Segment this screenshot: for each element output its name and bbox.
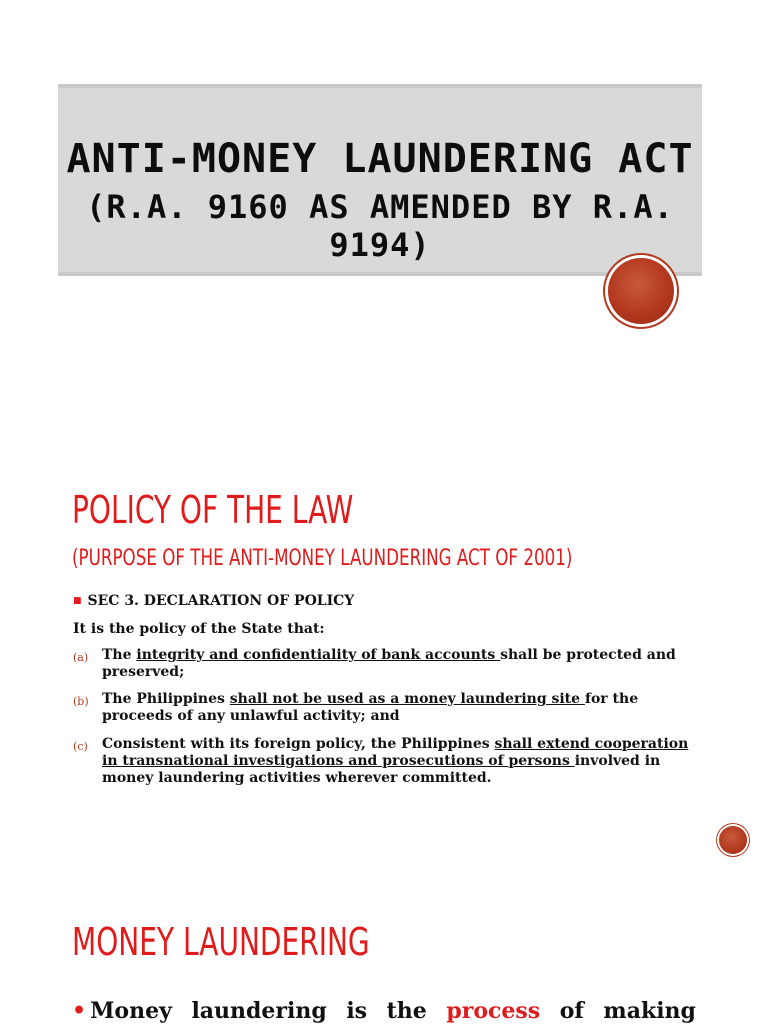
item-text: shall be protected and preserved;: [102, 647, 676, 680]
word: of: [559, 998, 584, 1024]
square-bullet-icon: ■: [73, 596, 82, 606]
money-laundering-heading: MONEY LAUNDERING: [72, 920, 370, 964]
decorative-circle-icon: [608, 258, 674, 324]
item-emphasis: shall extend cooperation in transnational investigations and prosecutions of persons: [102, 736, 689, 769]
definition-line: [72, 998, 696, 1024]
section-label-text: SEC 3. DECLARATION OF POLICY: [87, 593, 355, 609]
word: the: [386, 998, 427, 1024]
word: is: [346, 998, 368, 1024]
slide-subtitle: (R.A. 9160 AS AMENDED BY R.A. 9194): [86, 188, 674, 264]
item-text: Consistent with its foreign policy, the Philippines: [102, 736, 495, 752]
item-emphasis: shall not be used as a money laundering site: [229, 691, 585, 707]
slide-title: ANTI-MONEY LAUNDERING ACT: [66, 136, 694, 182]
word: laundering: [191, 998, 327, 1024]
word: making: [603, 998, 696, 1024]
item-text: The Philippines: [102, 691, 230, 707]
list-item: [73, 647, 693, 681]
item-emphasis: integrity and confidentiality of bank accounts: [136, 647, 501, 663]
word-text: Money: [90, 998, 172, 1024]
item-text: for the proceeds of any unlawful activity; and: [102, 691, 639, 724]
list-item: [73, 691, 693, 725]
list-item-label: (c): [73, 740, 88, 753]
title-banner: [58, 84, 702, 276]
highlighted-word: process: [446, 998, 541, 1024]
list-item: [73, 736, 693, 787]
list-item-label: (a): [73, 651, 89, 664]
section-label: [73, 593, 354, 609]
policy-subheading: (PURPOSE OF THE ANTI-MONEY LAUNDERING ACT OF 2001): [72, 546, 573, 571]
list-item-label: (b): [73, 695, 89, 708]
item-text: The: [102, 647, 137, 663]
policy-intro: It is the policy of the State that:: [73, 621, 325, 637]
bullet-icon: •: [72, 998, 87, 1024]
word: [72, 998, 172, 1024]
item-text: involved in money laundering activities wherever committed.: [102, 753, 661, 786]
policy-heading: POLICY OF THE LAW: [72, 488, 354, 532]
decorative-circle-icon: [719, 826, 747, 854]
